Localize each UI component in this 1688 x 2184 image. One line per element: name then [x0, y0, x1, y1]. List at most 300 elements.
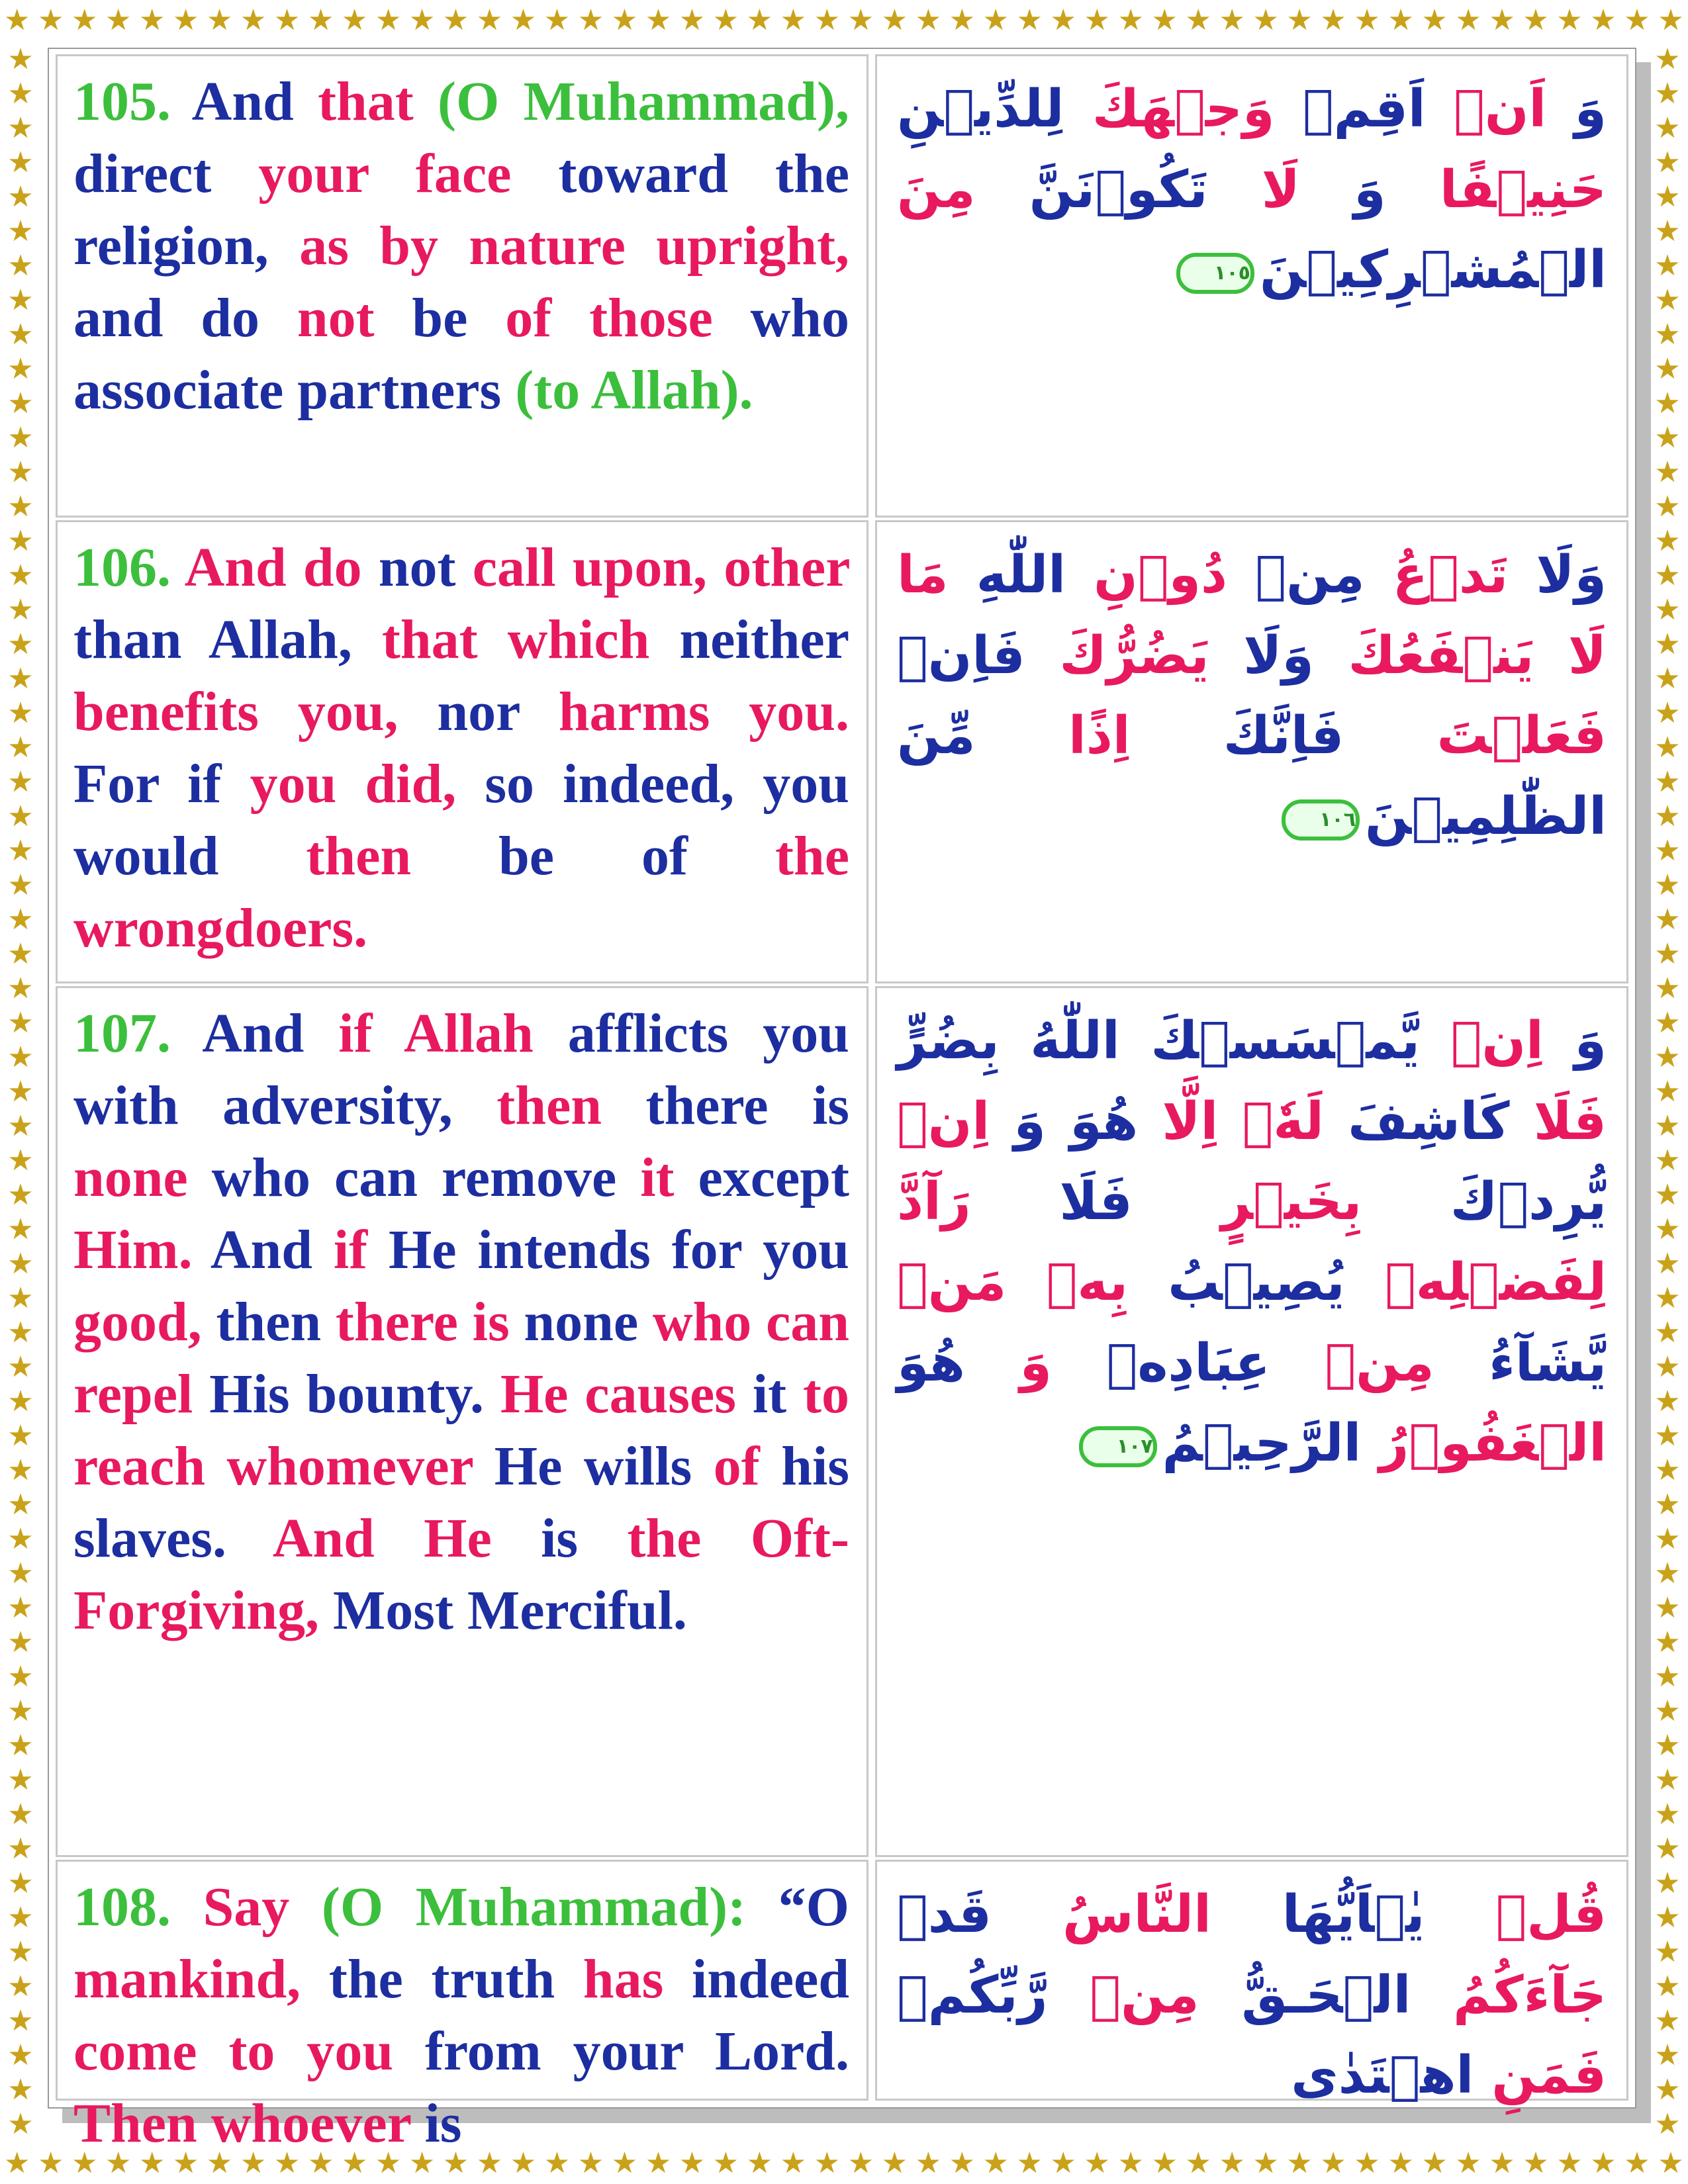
star-icon: ★ [1624, 3, 1650, 37]
star-icon: ★ [7, 559, 34, 592]
star-icon: ★ [105, 3, 132, 37]
arabic-word: كَاشِفَ [1323, 1091, 1510, 1152]
star-icon: ★ [1654, 1625, 1681, 1659]
star-icon: ★ [611, 2146, 638, 2180]
english-segment: from your Lord. [393, 2021, 849, 2082]
english-translation-105 [73, 66, 849, 426]
english-segment: good, [73, 1291, 202, 1353]
star-icon: ★ [1654, 1901, 1681, 1934]
arabic-word: قُلۡ [1425, 1885, 1607, 1944]
star-icon: ★ [7, 42, 34, 76]
arabic-word: اِنۡ [897, 1091, 990, 1152]
star-icon: ★ [510, 2146, 537, 2180]
star-icon: ★ [1654, 1212, 1681, 1246]
right-star-border [1647, 41, 1688, 2143]
english-segment: so indeed, you would [73, 753, 849, 887]
star-icon: ★ [7, 868, 34, 902]
star-icon: ★ [1354, 2146, 1380, 2180]
star-icon: ★ [1286, 3, 1313, 37]
english-segment: 107. [73, 1003, 171, 1064]
arabic-word: اِنۡ [1419, 1011, 1544, 1071]
english-segment: who can repel [73, 1291, 849, 1425]
arabic-cell-107 [875, 986, 1628, 1857]
star-icon: ★ [1658, 3, 1684, 37]
arabic-word: مِنۡ [1270, 1333, 1434, 1393]
star-icon: ★ [1654, 146, 1681, 179]
star-icon: ★ [7, 2107, 34, 2141]
english-translation-107 [73, 997, 849, 1647]
arabic-cell-106 [875, 520, 1628, 983]
english-segment: be [374, 287, 506, 349]
english-segment: benefits you, [73, 681, 399, 743]
star-icon: ★ [915, 3, 942, 37]
english-segment: then [201, 1291, 336, 1353]
english-segment: it [640, 1147, 675, 1208]
english-segment: there is [602, 1075, 849, 1136]
star-icon: ★ [1654, 1557, 1681, 1590]
star-icon: ★ [1590, 3, 1617, 37]
star-icon: ★ [881, 3, 908, 37]
star-icon: ★ [7, 1488, 34, 1522]
star-icon: ★ [577, 3, 604, 37]
english-segment: 105. [73, 71, 171, 132]
star-icon: ★ [7, 1247, 34, 1281]
star-icon: ★ [1654, 1419, 1681, 1453]
star-icon: ★ [408, 2146, 436, 2180]
star-icon: ★ [1556, 3, 1583, 37]
english-segment: Him. [73, 1219, 193, 1281]
star-icon: ★ [1654, 1109, 1681, 1143]
star-icon: ★ [1654, 1281, 1681, 1315]
star-icon: ★ [1654, 42, 1681, 76]
english-segment: except [674, 1147, 850, 1208]
english-segment: that which [381, 609, 650, 670]
english-cell-108 [56, 1860, 868, 2154]
star-icon: ★ [1654, 1866, 1681, 1900]
star-icon: ★ [7, 1316, 34, 1349]
star-icon: ★ [37, 2146, 64, 2180]
arabic-word: الرَّحِيۡمُ [1162, 1414, 1362, 1474]
star-icon: ★ [4, 2146, 30, 2180]
star-icon: ★ [1654, 559, 1681, 592]
arabic-word: الۡحَـقُّ [1199, 1965, 1411, 2025]
star-icon: ★ [7, 1694, 34, 1728]
arabic-word: فَعَلۡتَ [1344, 706, 1607, 766]
star-icon: ★ [1421, 3, 1448, 37]
arabic-verse-108 [897, 1875, 1607, 2116]
star-icon: ★ [1387, 2146, 1414, 2180]
arabic-word: وَ [990, 1091, 1046, 1152]
star-icon: ★ [7, 1281, 34, 1315]
star-icon: ★ [7, 937, 34, 971]
star-icon: ★ [7, 903, 34, 936]
arabic-word: بِضُرٍّ [897, 1011, 1000, 1071]
star-icon: ★ [7, 421, 34, 455]
star-icon: ★ [1654, 627, 1681, 661]
english-segment: For if [73, 753, 250, 815]
english-segment: of [713, 1435, 760, 1497]
english-segment: the Oft-Forgiving, [73, 1508, 849, 1641]
star-icon: ★ [1489, 3, 1515, 37]
arabic-word: وَلَا [1209, 625, 1314, 686]
star-icon: ★ [1654, 111, 1681, 145]
english-segment: (to Allah). [515, 359, 753, 421]
english-segment: there is [335, 1291, 510, 1353]
star-icon: ★ [1421, 2146, 1448, 2180]
star-icon: ★ [7, 1212, 34, 1246]
star-icon: ★ [1654, 903, 1681, 936]
star-icon: ★ [7, 1178, 34, 1212]
arabic-word: الۡمُشۡرِكِيۡنَ [1259, 240, 1607, 300]
star-icon: ★ [71, 3, 98, 37]
star-icon: ★ [1654, 387, 1681, 420]
star-icon: ★ [7, 146, 34, 179]
star-icon: ★ [982, 3, 1009, 37]
star-icon: ★ [71, 2146, 98, 2180]
star-icon: ★ [1219, 2146, 1245, 2180]
star-icon: ★ [1252, 3, 1279, 37]
star-icon: ★ [7, 1419, 34, 1453]
star-icon: ★ [7, 249, 34, 283]
star-icon: ★ [206, 3, 233, 37]
star-icon: ★ [7, 387, 34, 420]
arabic-word: وَ [1546, 79, 1607, 139]
arabic-verse-107 [897, 1001, 1607, 1484]
star-icon: ★ [1654, 1350, 1681, 1384]
star-icon: ★ [1654, 1247, 1681, 1281]
star-icon: ★ [1654, 1522, 1681, 1556]
arabic-word: اهۡتَدٰى [1291, 2046, 1474, 2106]
arabic-word: فَاِنۡ [897, 625, 1025, 686]
star-icon: ★ [4, 3, 30, 37]
english-segment: your face [258, 143, 512, 205]
arabic-word: فَلَا [970, 1172, 1133, 1232]
star-icon: ★ [7, 180, 34, 214]
english-segment: none [73, 1147, 188, 1208]
star-icon: ★ [1654, 1729, 1681, 1762]
star-icon: ★ [1654, 421, 1681, 455]
arabic-word: تَكُوۡنَنَّ [975, 159, 1208, 220]
star-icon: ★ [7, 111, 34, 145]
star-icon: ★ [1654, 1797, 1681, 1831]
english-segment: who can remove [187, 1147, 641, 1208]
star-icon: ★ [847, 3, 874, 37]
star-icon: ★ [138, 2146, 165, 2180]
star-icon: ★ [1654, 524, 1681, 558]
english-segment: as by nature upright, [299, 215, 849, 277]
arabic-word: اللّٰهُ [999, 1011, 1120, 1071]
star-icon: ★ [1590, 2146, 1617, 2180]
left-star-border [0, 41, 41, 2143]
star-icon: ★ [1387, 3, 1414, 37]
arabic-word: يٰۤاَيُّهَا [1211, 1885, 1425, 1944]
star-icon: ★ [510, 3, 537, 37]
arabic-word: فَلَا [1509, 1091, 1607, 1152]
english-segment: to reach whomever [73, 1363, 849, 1497]
star-icon: ★ [679, 3, 706, 37]
star-icon: ★ [7, 1075, 34, 1109]
star-icon: ★ [7, 1866, 34, 1900]
star-icon: ★ [1654, 765, 1681, 799]
arabic-word: اِلَّا [1138, 1091, 1219, 1152]
star-icon: ★ [7, 1729, 34, 1762]
arabic-word: جَآءَكُمُ [1411, 1965, 1607, 2025]
star-icon: ★ [105, 2146, 132, 2180]
star-icon: ★ [1654, 834, 1681, 868]
star-icon: ★ [7, 77, 34, 111]
star-icon: ★ [780, 3, 807, 37]
star-icon: ★ [1185, 3, 1211, 37]
star-icon: ★ [7, 1660, 34, 1694]
star-icon: ★ [7, 490, 34, 523]
star-icon: ★ [1654, 1694, 1681, 1728]
arabic-word: النَّاسُ [991, 1885, 1211, 1944]
star-icon: ★ [7, 524, 34, 558]
star-icon: ★ [1654, 2073, 1681, 2107]
english-segment: Then whoever [73, 2093, 411, 2154]
star-icon: ★ [442, 3, 469, 37]
english-segment: He intends for you [367, 1219, 849, 1281]
star-icon: ★ [408, 3, 436, 37]
star-icon: ★ [780, 2146, 807, 2180]
star-icon: ★ [7, 318, 34, 351]
english-translation-106 [73, 531, 849, 964]
star-icon: ★ [1654, 1970, 1681, 2003]
verse-row-107 [56, 986, 1628, 1857]
star-icon: ★ [645, 3, 672, 37]
star-icon: ★ [7, 799, 34, 833]
arabic-word: حَنِيۡفًا [1385, 159, 1607, 220]
arabic-word: مِنۡ [1227, 545, 1365, 605]
english-segment: none [509, 1291, 653, 1353]
english-segment: is [491, 1508, 628, 1569]
arabic-word: اَنۡ [1425, 79, 1547, 139]
star-icon: ★ [1117, 2146, 1144, 2180]
star-icon: ★ [949, 2146, 976, 2180]
star-icon: ★ [1654, 2004, 1681, 2038]
star-icon: ★ [1654, 455, 1681, 489]
star-icon: ★ [1654, 1488, 1681, 1522]
star-icon: ★ [1654, 283, 1681, 317]
star-icon: ★ [1654, 180, 1681, 214]
english-segment: has [583, 1948, 664, 2010]
star-icon: ★ [7, 1591, 34, 1625]
star-icon: ★ [206, 2146, 233, 2180]
arabic-word: دُوۡنِ [1065, 545, 1228, 605]
star-icon: ★ [1654, 249, 1681, 283]
english-segment: be of [411, 825, 775, 887]
star-icon: ★ [1654, 972, 1681, 1005]
star-icon: ★ [1556, 2146, 1583, 2180]
english-segment: afflicts you with adversity, [73, 1003, 849, 1136]
star-icon: ★ [1654, 696, 1681, 730]
star-icon: ★ [1654, 1316, 1681, 1349]
star-icon: ★ [1523, 2146, 1549, 2180]
star-icon: ★ [1455, 2146, 1481, 2180]
star-icon: ★ [1654, 731, 1681, 764]
arabic-word: عِبَادِهٖ [1052, 1333, 1270, 1393]
star-icon: ★ [746, 3, 773, 37]
english-segment: the truth [301, 1948, 583, 2010]
star-icon: ★ [1489, 2146, 1515, 2180]
arabic-word: فَمَنِ [1474, 2046, 1607, 2106]
star-icon: ★ [1654, 593, 1681, 627]
star-icon: ★ [1654, 1385, 1681, 1418]
arabic-word: وَ [1299, 159, 1386, 220]
star-icon: ★ [1654, 1006, 1681, 1040]
star-icon: ★ [1252, 2146, 1279, 2180]
english-translation-108 [73, 1871, 849, 2160]
star-icon: ★ [712, 3, 739, 37]
english-segment: He causes [500, 1363, 736, 1425]
ayah-number-marker: ١٠٥ [1176, 253, 1254, 294]
star-icon: ★ [645, 2146, 672, 2180]
arabic-word: هُوَ [1045, 1091, 1139, 1152]
star-icon: ★ [543, 2146, 571, 2180]
english-segment: if [333, 1219, 368, 1281]
star-icon: ★ [375, 2146, 402, 2180]
star-icon: ★ [273, 2146, 301, 2180]
english-segment: then [306, 825, 412, 887]
star-icon: ★ [746, 2146, 773, 2180]
star-icon: ★ [442, 2146, 469, 2180]
arabic-word: لِلدِّيۡنِ [897, 79, 1064, 139]
star-icon: ★ [7, 1557, 34, 1590]
star-icon: ★ [1654, 662, 1681, 696]
star-icon: ★ [7, 1522, 34, 1556]
english-segment: if Allah [338, 1003, 534, 1064]
english-segment: Most Merciful. [319, 1580, 687, 1641]
star-icon: ★ [7, 627, 34, 661]
star-icon: ★ [240, 2146, 267, 2180]
star-icon: ★ [1654, 77, 1681, 111]
verse-row-105 [56, 54, 1628, 518]
star-icon: ★ [1654, 1832, 1681, 1866]
star-icon: ★ [1654, 1075, 1681, 1109]
star-icon: ★ [7, 662, 34, 696]
star-icon: ★ [1523, 3, 1549, 37]
english-cell-107 [56, 986, 868, 1857]
star-icon: ★ [1654, 868, 1681, 902]
star-icon: ★ [1654, 1763, 1681, 1797]
star-icon: ★ [7, 2004, 34, 2038]
star-icon: ★ [1050, 3, 1076, 37]
star-icon: ★ [7, 1040, 34, 1074]
arabic-word: لَهٗۤ [1218, 1091, 1324, 1152]
star-icon: ★ [7, 593, 34, 627]
english-segment: indeed [663, 1948, 849, 2010]
star-icon: ★ [712, 2146, 739, 2180]
arabic-word: يَنۡفَعُكَ [1313, 625, 1534, 686]
star-icon: ★ [1455, 3, 1481, 37]
arabic-word: وَلَا [1508, 545, 1607, 605]
star-icon: ★ [1151, 2146, 1178, 2180]
english-segment: the wrongdoers. [73, 825, 849, 959]
arabic-cell-108 [875, 1860, 1628, 2106]
star-icon: ★ [949, 3, 976, 37]
arabic-word: اِذًا [975, 706, 1131, 766]
ayah-number-marker: ١٠٦ [1282, 799, 1360, 841]
star-icon: ★ [1185, 2146, 1211, 2180]
english-segment: toward the religion, [73, 143, 849, 277]
english-segment: not [361, 537, 473, 598]
top-star-border [0, 0, 1688, 41]
star-icon: ★ [7, 1763, 34, 1797]
star-icon: ★ [1084, 2146, 1110, 2180]
star-icon: ★ [240, 3, 267, 37]
english-segment: And He [272, 1508, 492, 1569]
ayah-number-marker: ١٠٧ [1079, 1426, 1157, 1467]
star-icon: ★ [7, 2038, 34, 2072]
star-icon: ★ [915, 2146, 942, 2180]
star-icon: ★ [7, 2073, 34, 2107]
english-segment: (O Muhammad): [321, 1876, 747, 1938]
star-icon: ★ [1654, 1453, 1681, 1487]
star-icon: ★ [1654, 1178, 1681, 1212]
arabic-word: هُوَ [897, 1333, 965, 1393]
star-icon: ★ [1654, 1040, 1681, 1074]
english-segment: harms you. [558, 681, 849, 743]
arabic-word: اللّٰهِ [948, 545, 1066, 605]
star-icon: ★ [1117, 3, 1144, 37]
star-icon: ★ [1654, 799, 1681, 833]
star-icon: ★ [7, 1385, 34, 1418]
star-icon: ★ [1654, 1935, 1681, 1969]
english-segment: And do [171, 537, 362, 598]
english-segment: And [171, 71, 318, 132]
star-icon: ★ [7, 1970, 34, 2003]
star-icon: ★ [341, 3, 368, 37]
english-segment: his slaves. [73, 1435, 850, 1569]
english-segment: “O [746, 1876, 850, 1938]
star-icon: ★ [7, 214, 34, 248]
english-cell-106 [56, 520, 868, 983]
english-segment: then [496, 1075, 602, 1136]
star-icon: ★ [1654, 1144, 1681, 1177]
english-segment: Say [171, 1876, 322, 1938]
english-segment: of those [505, 287, 713, 349]
arabic-word: قَدۡ [897, 1885, 992, 1944]
verse-row-106 [56, 520, 1628, 983]
english-segment: you did, [250, 753, 457, 815]
star-icon: ★ [307, 3, 334, 37]
star-icon: ★ [7, 1935, 34, 1969]
arabic-word: لِفَضۡلِهٖ [1344, 1253, 1607, 1313]
arabic-word: لَا [1207, 159, 1300, 220]
arabic-word: وَ [1543, 1011, 1607, 1071]
star-icon: ★ [1654, 318, 1681, 351]
english-segment: 108. [73, 1876, 171, 1938]
star-icon: ★ [37, 3, 64, 37]
star-icon: ★ [7, 455, 34, 489]
star-icon: ★ [7, 1901, 34, 1934]
star-icon: ★ [1654, 1660, 1681, 1694]
star-icon: ★ [1320, 3, 1346, 37]
arabic-word: مَا لَا [897, 545, 1607, 686]
english-segment: and do [73, 287, 297, 349]
star-icon: ★ [172, 2146, 199, 2180]
arabic-verse-105 [897, 69, 1607, 311]
arabic-word: مِنۡ [1047, 1965, 1199, 2025]
star-icon: ★ [814, 2146, 841, 2180]
star-icon: ★ [1219, 3, 1245, 37]
star-icon: ★ [1658, 2146, 1684, 2180]
english-cell-105 [56, 54, 868, 518]
english-segment: direct [73, 143, 259, 205]
star-icon: ★ [611, 3, 638, 37]
english-segment: (O Muhammad), [438, 71, 849, 132]
arabic-word: فَاِنَّكَ [1130, 706, 1344, 766]
